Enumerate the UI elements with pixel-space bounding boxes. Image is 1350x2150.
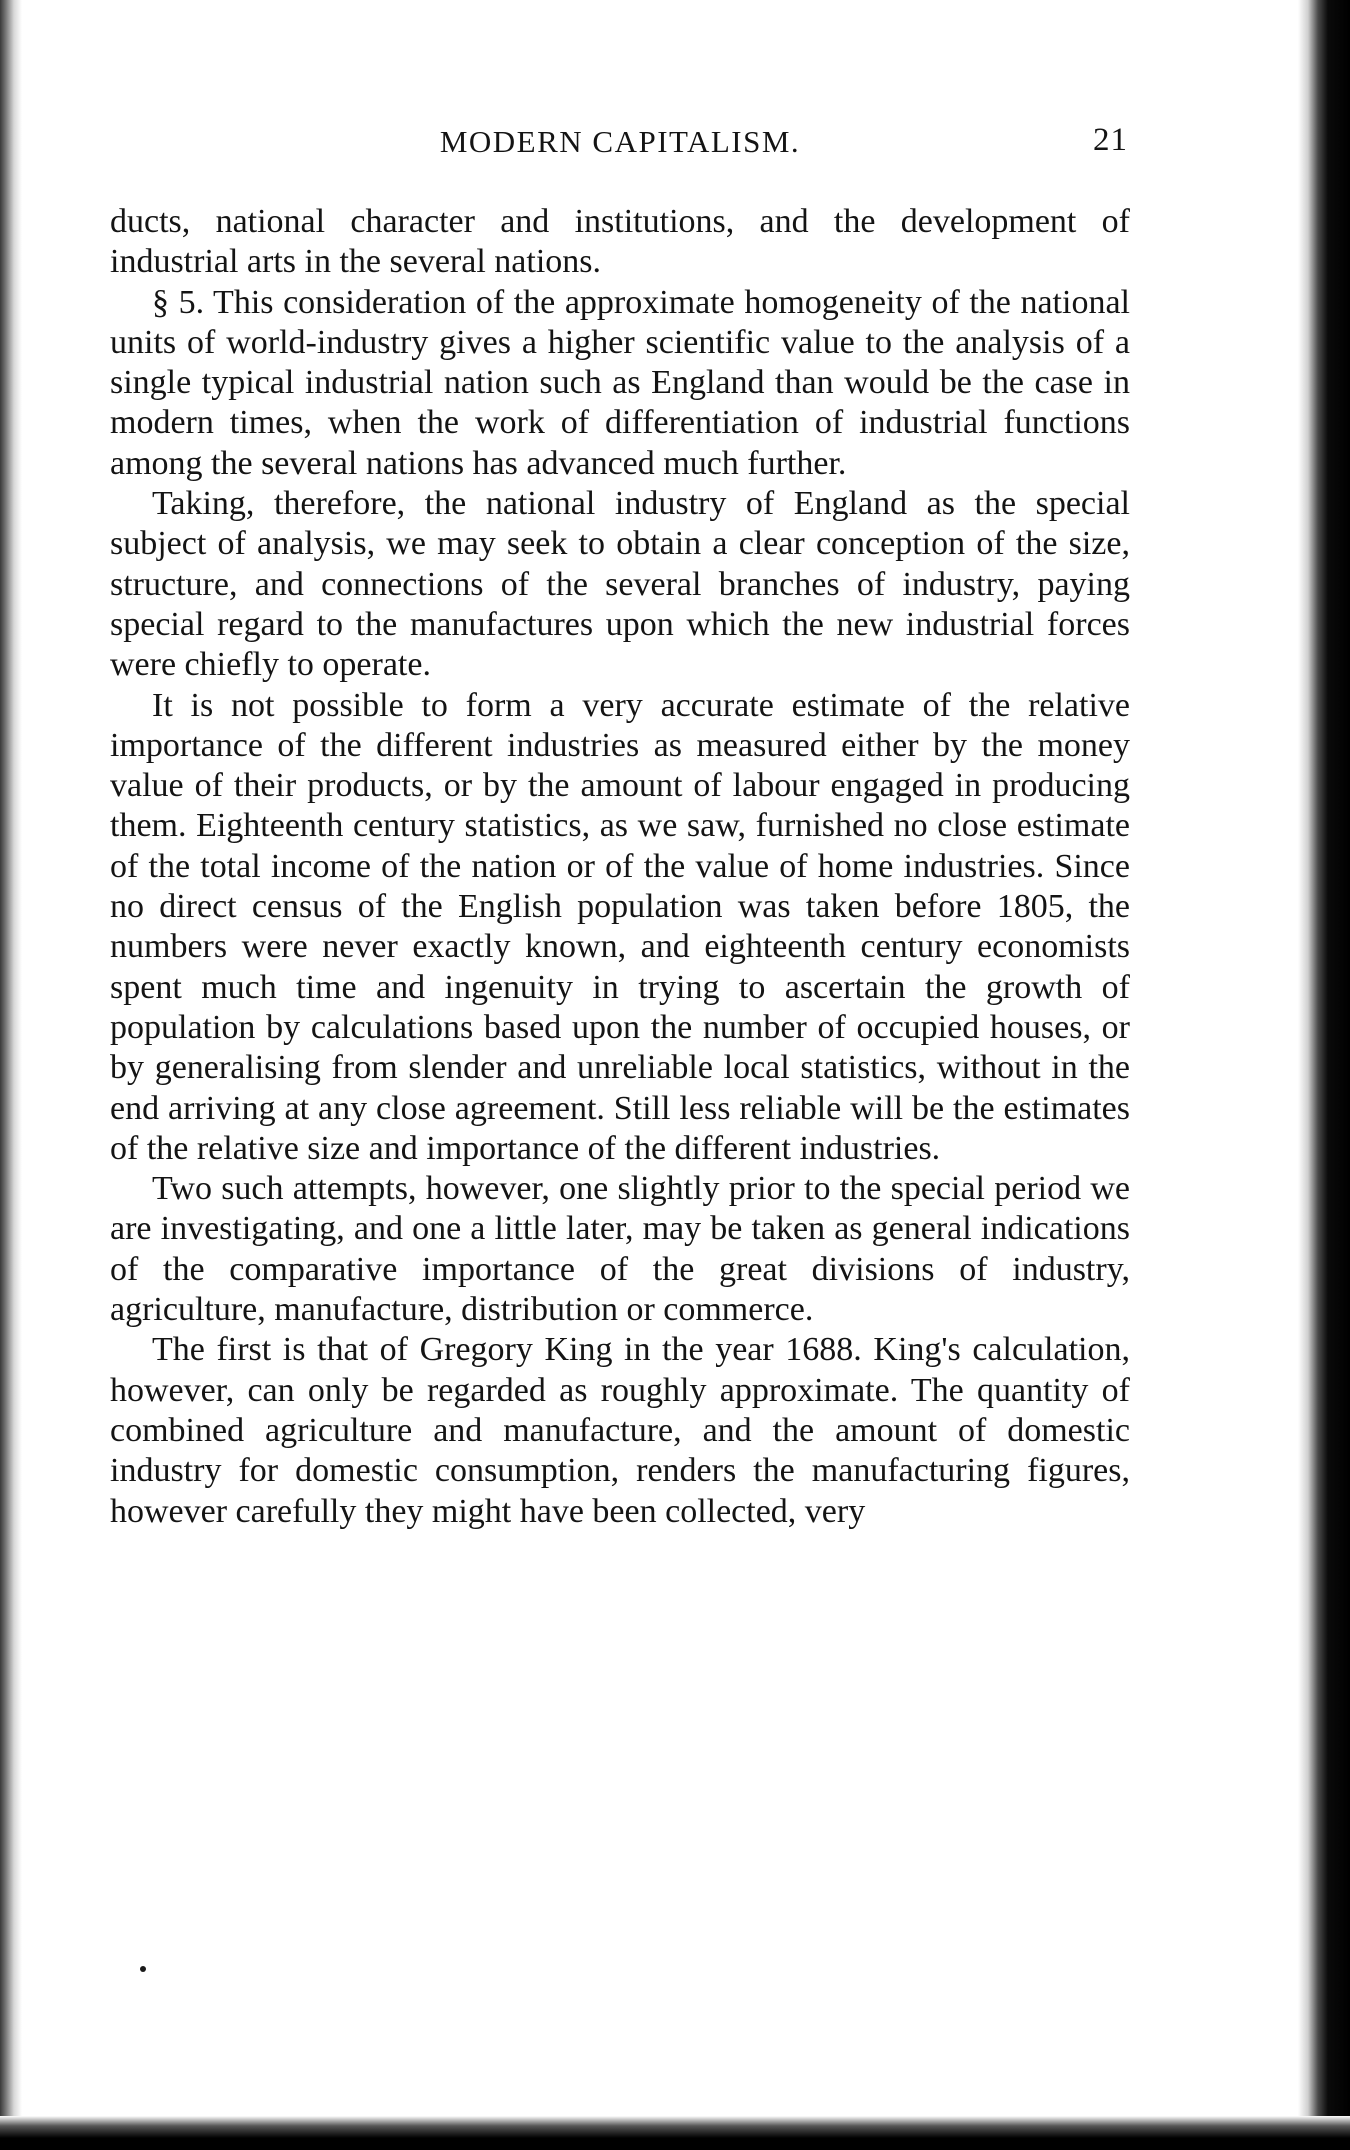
paragraph: Two such attempts, however, one slightly prior to the special period we are investigating, and one a little later, may be taken as general indications of the comparative importance of the great divisions of industry, agriculture, manufacture, distribution or commerce. [110, 1170, 1130, 1329]
stray-mark [140, 1966, 146, 1972]
running-head [110, 110, 1130, 166]
paragraph: Taking, therefore, the national industry of England as the special subject of analysis, we may seek to obtain a clear conception of the size, structure, and connections of the several branches of industry, paying special regard to the manufactures upon which the new industrial forces were chiefly to operate. [110, 485, 1130, 684]
paragraph: It is not possible to form a very accurate estimate of the relative importance of the different industries as measured either by the money value of their products, or by the amount of labour engaged in producing them. Eighteenth century statistics, as we saw, furnished no close estimate of the total income of the nation or of the value of home industries. Since no direct census of the English population was taken before 1805, the numbers were never exactly known, and eighteenth century economists spent much time and ingenuity in trying to ascertain the growth of population by calculations based upon the number of occupied houses, or by generalising from slender and unreliable local statistics, without in the end arriving at any close agreement. Still less reliable will be the estimates of the relative size and importance of the different industries. [110, 686, 1130, 1167]
book-page [110, 110, 1130, 1532]
page-number: 21 [1093, 122, 1128, 158]
paragraph-section-5: § 5. This consideration of the approximate homogeneity of the national units of world-industry gives a higher scientific value to the analysis of a single typical industrial nation such as England than would be the case in modern times, when the work of differentiation of industrial functions among the several nations has advanced much further. [110, 283, 1130, 482]
paragraph-continuation: ducts, national character and institutions, and the development of industrial arts in the several nations. [110, 203, 1130, 281]
scan-edge-left [0, 0, 22, 2150]
paragraph: The first is that of Gregory King in the year 1688. King's calculation, however, can only be regarded as roughly approximate. The quantity of combined agriculture and manufacture, and the amount of domestic industry for domestic consumption, renders the manufacturing figures, however carefully they might have been collected, very [110, 1331, 1130, 1530]
running-title: MODERN CAPITALISM. [439, 124, 801, 159]
scan-edge-bottom [0, 2116, 1350, 2150]
scan-edge-right [1298, 0, 1350, 2150]
body-text [110, 202, 1130, 1532]
